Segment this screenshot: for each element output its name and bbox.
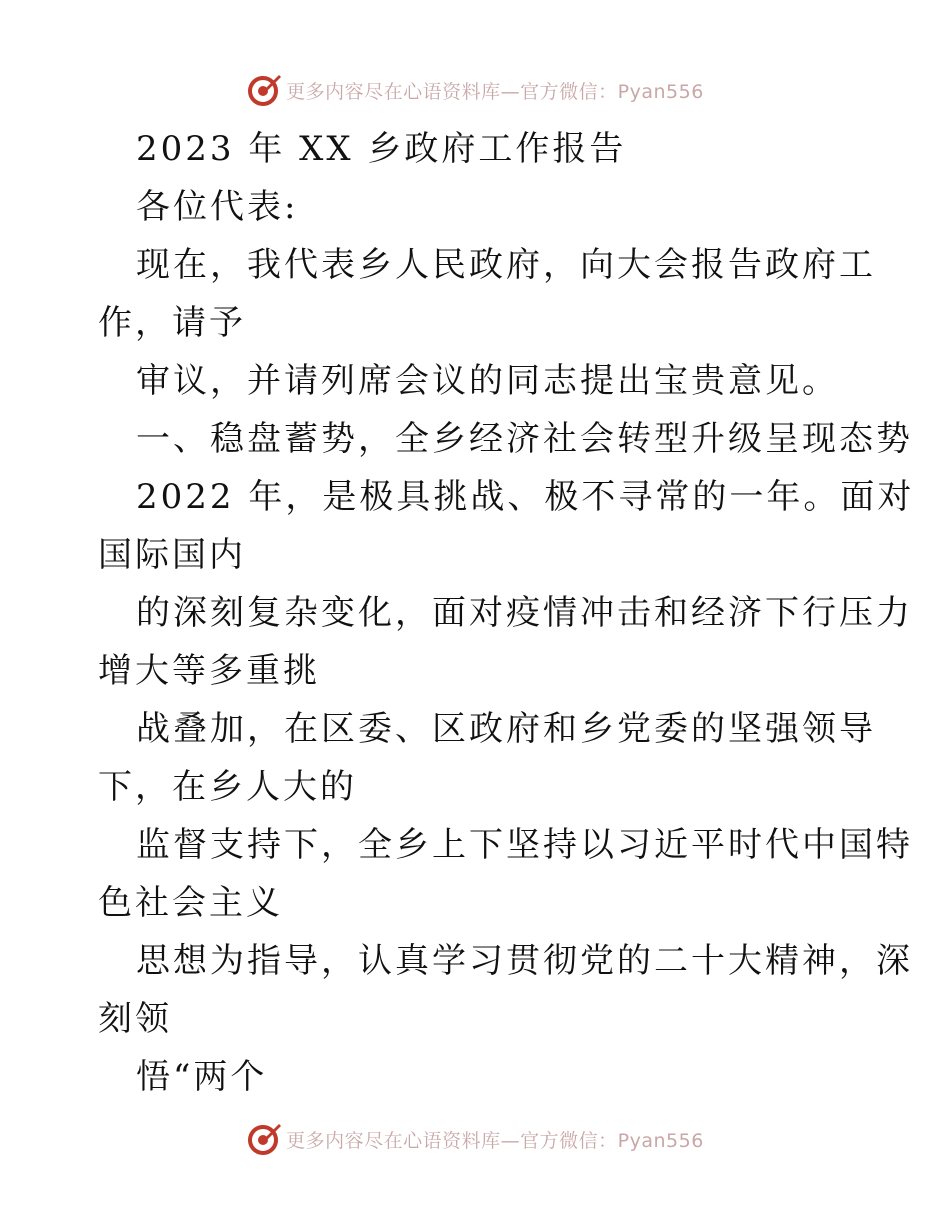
document-title: 2023 年 XX 乡政府工作报告: [136, 129, 627, 169]
paragraph-line: 悟“两个: [136, 1057, 268, 1097]
paragraph-line: 战叠加，在区委、区政府和乡党委的坚强领导: [136, 709, 876, 749]
paragraph-line: 2022 年，是极具挑战、极不寻常的一年。面对: [136, 477, 915, 517]
paragraph-line: 的深刻复杂变化，面对疫情冲击和经济下行压力: [136, 593, 913, 633]
paragraph-line: 国际国内: [98, 535, 246, 575]
paragraph-line: 刻领: [98, 999, 172, 1039]
paragraph-line: 现在，我代表乡人民政府，向大会报告政府工: [136, 245, 876, 285]
header-watermark-text: 更多内容尽在心语资料库—官方微信：Pyan556: [286, 80, 704, 103]
footer-watermark-text: 更多内容尽在心语资料库—官方微信：Pyan556: [286, 1129, 704, 1152]
document-body: [98, 120, 915, 1106]
paragraph-line: 增大等多重挑: [98, 651, 320, 691]
paragraph-line: 色社会主义: [98, 883, 283, 923]
paragraph-line: 思想为指导，认真学习贯彻党的二十大精神，深: [136, 941, 913, 981]
paragraph-line: 下，在乡人大的: [98, 767, 357, 807]
pen-logo-icon: [246, 72, 282, 108]
salutation: 各位代表:: [136, 187, 299, 227]
pen-logo-icon: [246, 1121, 282, 1157]
header-watermark-banner: [0, 70, 950, 110]
paragraph-line: 监督支持下，全乡上下坚持以习近平时代中国特: [136, 825, 913, 865]
footer-watermark-banner: [0, 1119, 950, 1159]
paragraph-line: 作，请予: [98, 303, 246, 343]
section-heading: 一、稳盘蓄势，全乡经济社会转型升级呈现态势: [136, 419, 913, 459]
paragraph-line: 审议，并请列席会议的同志提出宝贵意见。: [136, 361, 839, 401]
